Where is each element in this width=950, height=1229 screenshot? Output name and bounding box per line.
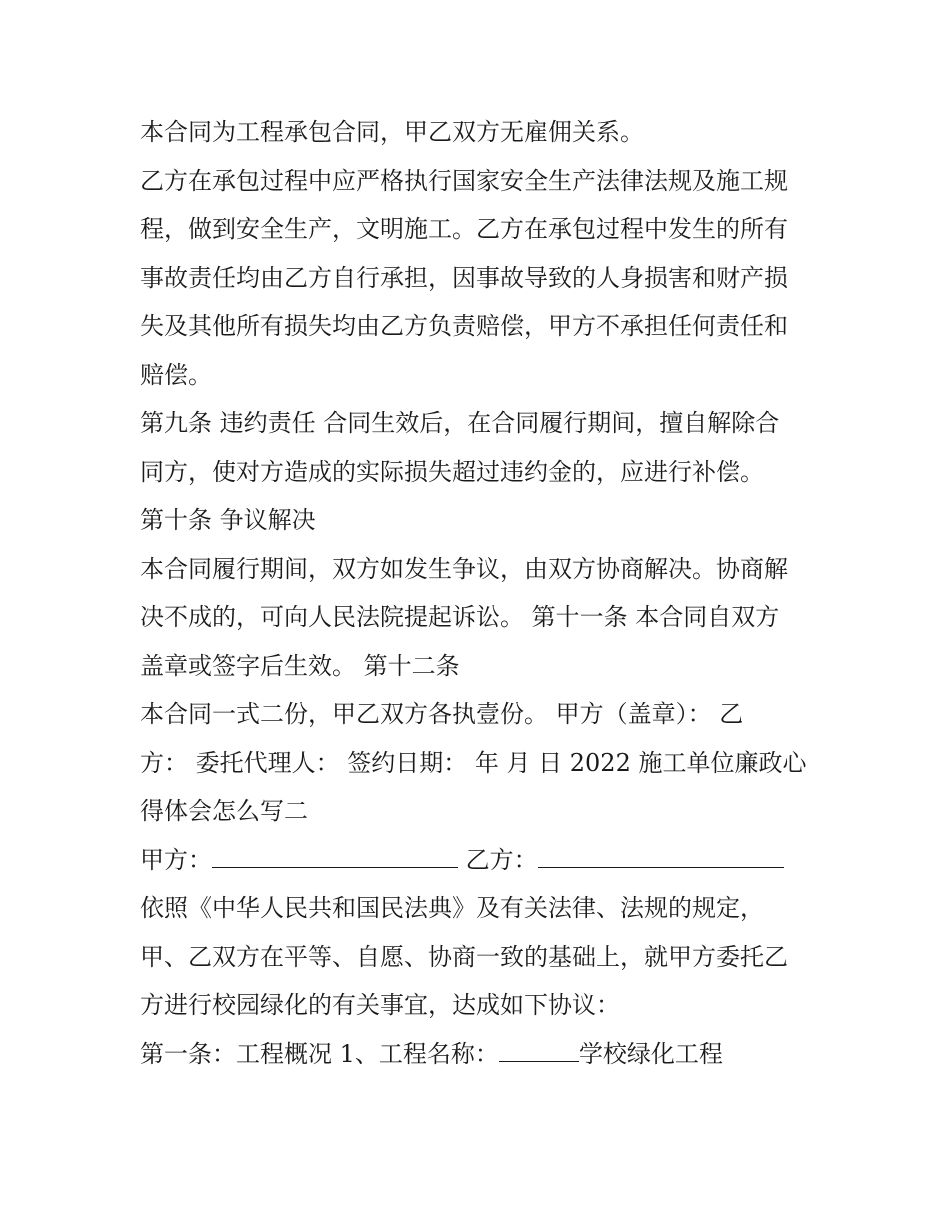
text-line: 事故责任均由乙方自行承担，因事故导致的人身损害和财产损 (140, 263, 788, 292)
text-line: 本合同一式二份，甲乙双方各执壹份。 甲方（盖章）： 乙 (140, 700, 744, 728)
project-name-prefix: 第一条：工程概况 1、工程名称： (140, 1039, 499, 1068)
project-name-line (140, 1030, 830, 1079)
party-line (140, 836, 830, 885)
text-line: 本合同为工程承包合同，甲乙双方无雇佣关系。 (140, 118, 644, 146)
text-line: 第十条 争议解决 (140, 506, 316, 534)
text-line: 决不成的，可向人民法院提起诉讼。 第十一条 本合同自双方 (140, 603, 780, 631)
text-line: 程，做到安全生产，文明施工。乙方在承包过程中发生的所有 (140, 215, 788, 243)
text-line: 方进行校园绿化的有关事宜，达成如下协议： (140, 991, 620, 1019)
document-body (140, 108, 830, 1078)
text-line: 同方，使对方造成的实际损失超过违约金的，应进行补偿。 (140, 457, 764, 486)
text-line: 甲、乙双方在平等、自愿、协商一致的基础上，就甲方委托乙 (140, 942, 788, 971)
text-line: 依照《中华人民共和国民法典》及有关法律、法规的规定， (140, 894, 764, 922)
party-a-label: 甲方： (140, 845, 212, 874)
text-line: 第九条 违约责任 合同生效后，在合同履行期间，擅自解除合 (140, 409, 780, 437)
text-line: 乙方在承包过程中应严格执行国家安全生产法律法规及施工规 (140, 166, 788, 195)
party-b-label: 乙方： (465, 845, 538, 874)
text-line: 失及其他所有损失均由乙方负责赔偿，甲方不承担任何责任和 (140, 312, 788, 340)
project-name-blank (499, 1041, 579, 1062)
project-name-suffix: 学校绿化工程 (578, 1039, 723, 1068)
text-line: 得体会怎么写二 (140, 797, 308, 825)
party-b-blank (538, 847, 784, 868)
text-line: 盖章或签字后生效。 第十二条 (140, 651, 460, 680)
party-a-blank (212, 847, 458, 868)
text-line: 本合同履行期间，双方如发生争议，由双方协商解决。协商解 (140, 554, 788, 583)
text-line: 方： 委托代理人： 签约日期： 年 月 日 2022 施工单位廉政心 (140, 748, 807, 777)
text-line: 赔偿。 (140, 360, 212, 389)
